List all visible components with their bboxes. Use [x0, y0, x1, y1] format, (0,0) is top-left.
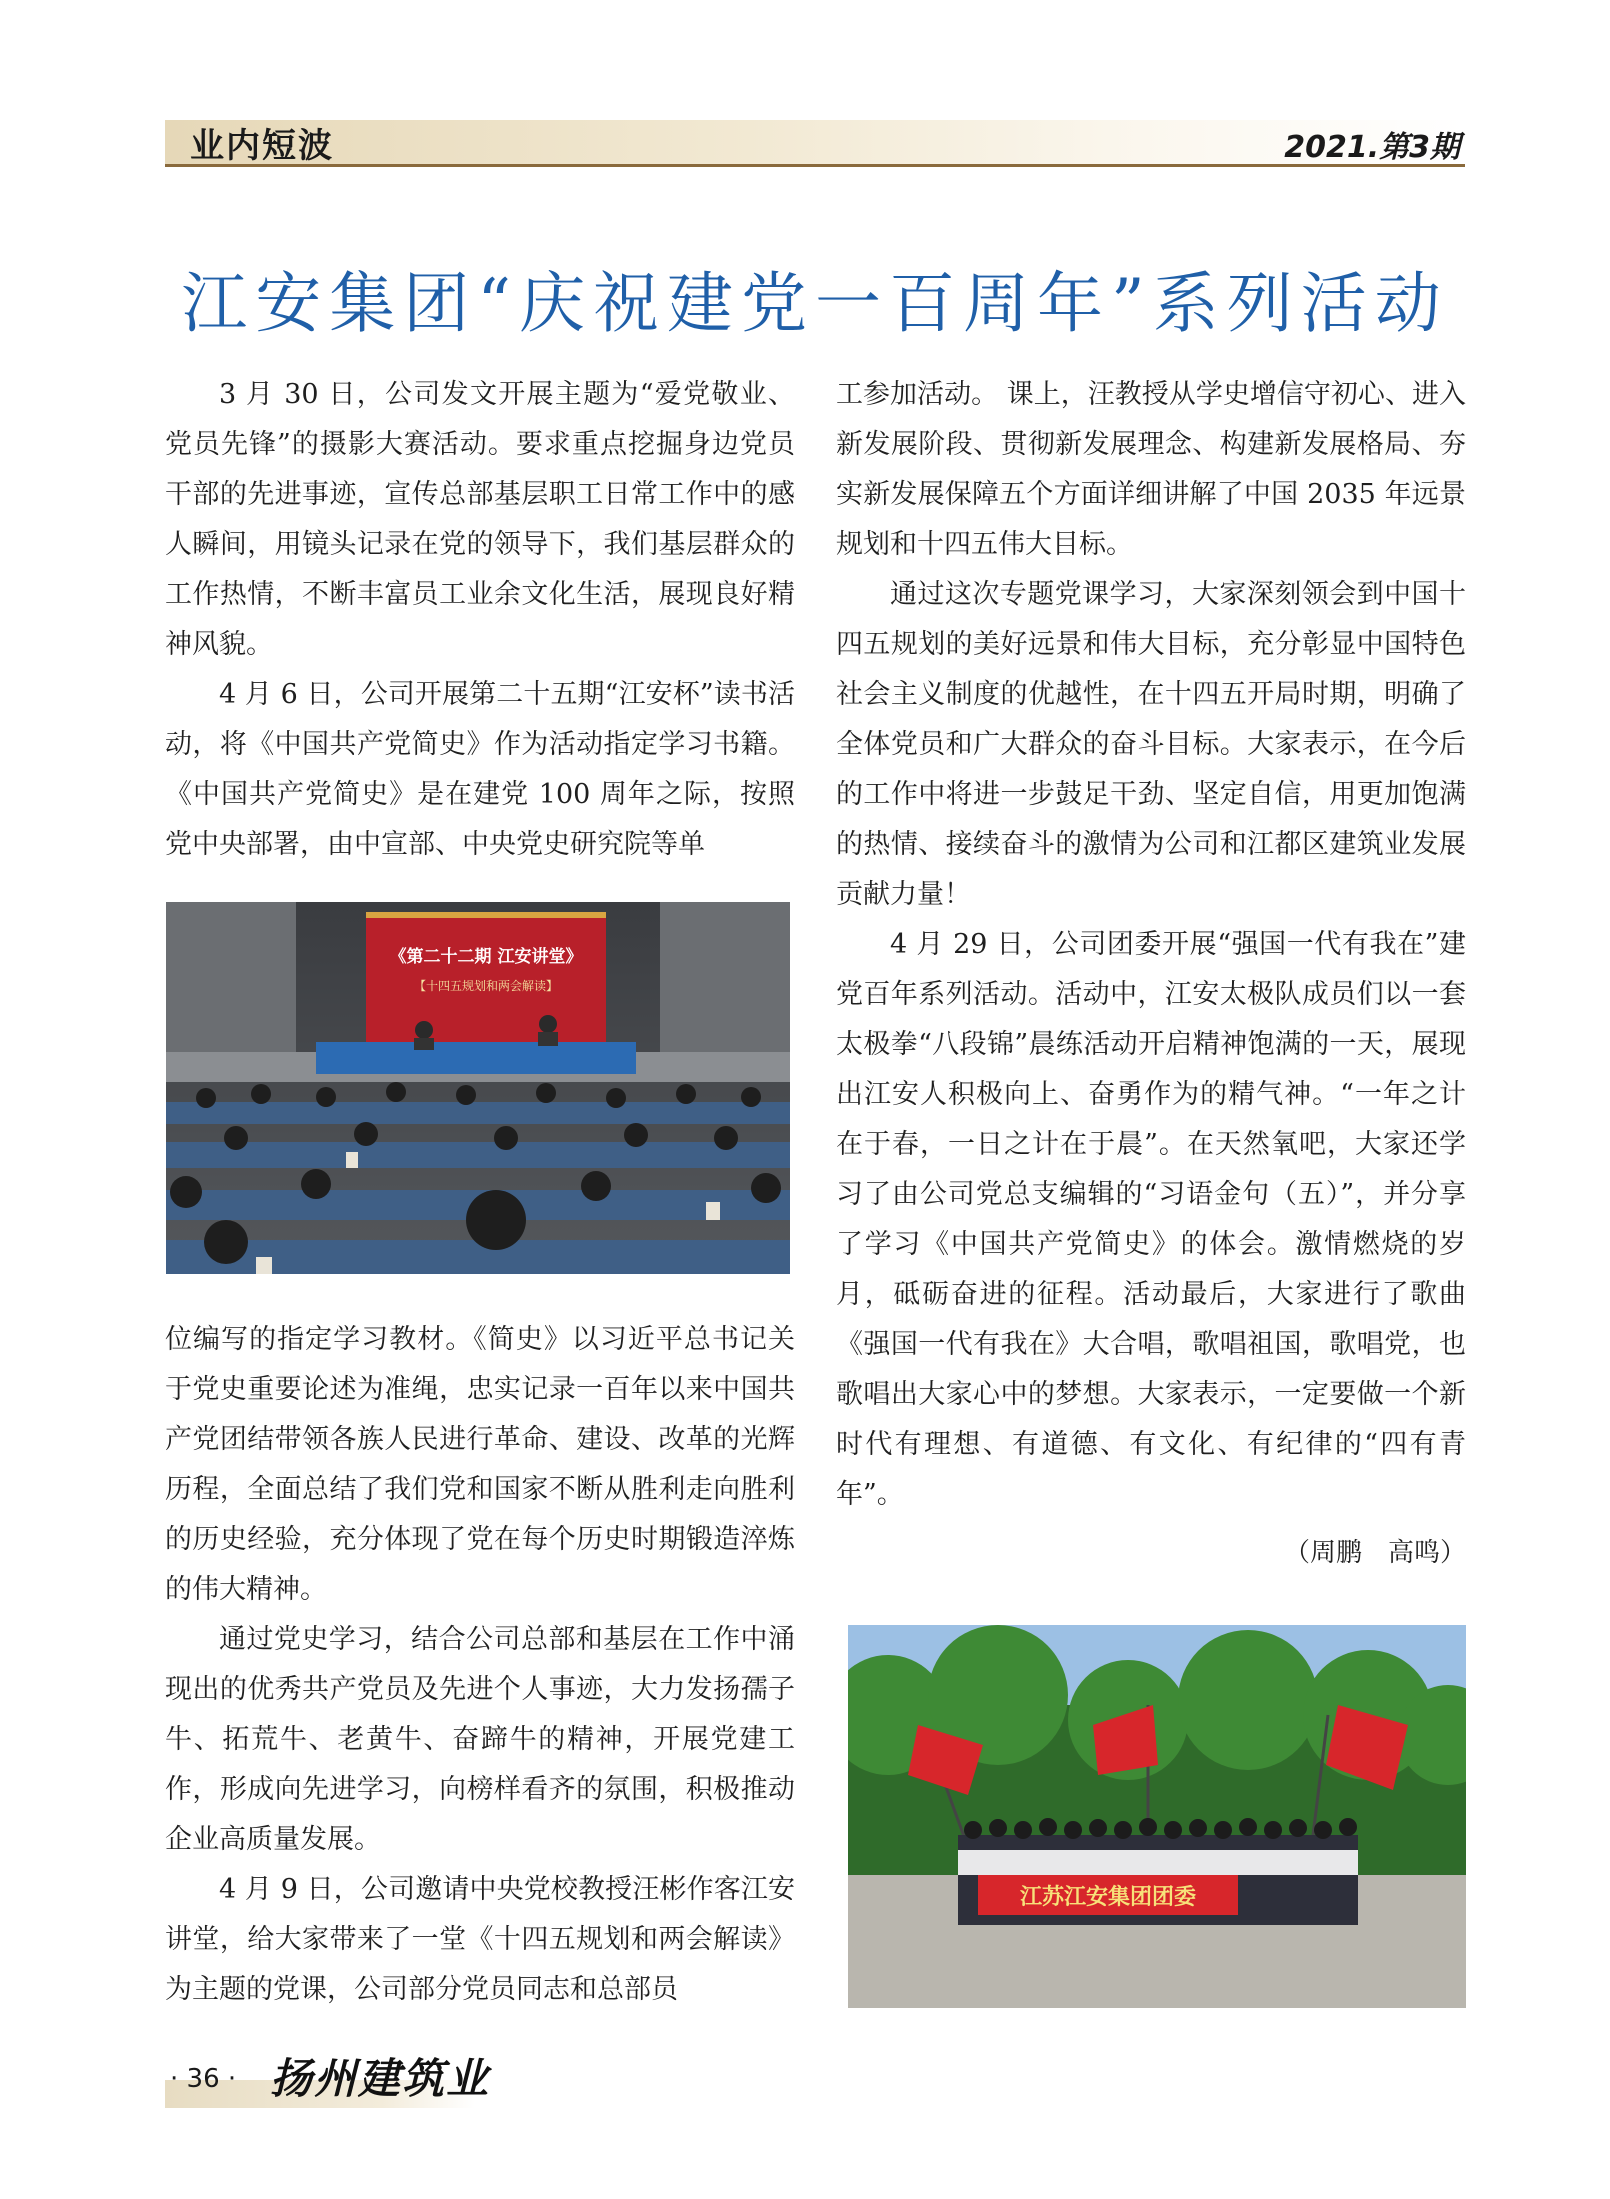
column-right	[836, 370, 1466, 1578]
byline: （周鹏 高鸣）	[1283, 1538, 1466, 1568]
screen-subtitle: 【十四五规划和两会解读】	[413, 979, 559, 993]
group-photo	[848, 1625, 1466, 2008]
issue-label: 2021.第3期	[1284, 130, 1460, 165]
screen-title: 《第二十二期 江安讲堂》	[389, 947, 583, 967]
column-left-bottom	[165, 1315, 795, 2015]
paragraph: 4 月 6 日，公司开展第二十五期“江安杯”读书活动，将《中国共产党简史》作为活动指定学习书籍。《中国共产党简史》是在建党 100 周年之际，按照党中央部署，由中宣部、中央党史研究院等单	[165, 679, 795, 860]
paragraph: 位编写的指定学习教材。《简史》以习近平总书记关于党史重要论述为准绳，忠实记录一百年以来中国共产党团结带领各族人民进行革命、建设、改革的光辉历程，全面总结了我们党和国家不断从胜利走向胜利的历史经验，充分体现了党在每个历史时期锻造淬炼的伟大精神。	[165, 1324, 795, 1605]
section-label: 业内短波	[190, 126, 334, 166]
magazine-logo: 扬州建筑业	[270, 2054, 491, 2103]
lecture-photo	[166, 902, 790, 1274]
paragraph: 4 月 29 日，公司团委开展“强国一代有我在”建党百年系列活动。活动中，江安太极队成员们以一套太极拳“八段锦”晨练活动开启精神饱满的一天，展现出江安人积极向上、奋勇作为的精气神。“一年之计在于春，一日之计在于晨”。在天然氧吧，大家还学习了由公司党总支编辑的“习语金句（五）”，并分享了学习《中国共产党简史》的体会。激情燃烧的岁月，砥砺奋进的征程。活动最后，大家进行了歌曲《强国一代有我在》大合唱，歌唱祖国，歌唱党，也歌唱出大家心中的梦想。大家表示，一定要做一个新时代有理想、有道德、有文化、有纪律的“四有青年”。	[836, 929, 1466, 1510]
header-bar	[165, 120, 1465, 164]
column-left-top	[165, 370, 795, 870]
page-number: · 36 ·	[170, 2064, 237, 2094]
header-rule	[165, 164, 1465, 167]
paragraph: 4 月 9 日，公司邀请中央党校教授汪彬作客江安讲堂，给大家带来了一堂《十四五规划和两会解读》为主题的党课，公司部分党员同志和总部员	[165, 1874, 795, 2005]
group-scene-graphic	[848, 1625, 1466, 2008]
article-title: 江安集团“庆祝建党一百周年”系列活动	[181, 265, 1449, 342]
paragraph: 通过党史学习，结合公司总部和基层在工作中涌现出的优秀共产党员及先进个人事迹，大力发扬孺子牛、拓荒牛、老黄牛、奋蹄牛的精神，开展党建工作，形成向先进学习，向榜样看齐的氛围，积极推动企业高质量发展。	[165, 1624, 795, 1855]
paragraph: 工参加活动。 课上，汪教授从学史增信守初心、进入新发展阶段、贯彻新发展理念、构建新发展格局、夯实新发展保障五个方面详细讲解了中国 2035 年远景规划和十四五伟大目标。	[836, 379, 1466, 560]
lecture-scene-graphic	[166, 902, 790, 1274]
paragraph: 3 月 30 日，公司发文开展主题为“爱党敬业、党员先锋”的摄影大赛活动。要求重点挖掘身边党员干部的先进事迹，宣传总部基层职工日常工作中的感人瞬间，用镜头记录在党的领导下，我们基层群众的工作热情，不断丰富员工业余文化生活，展现良好精神风貌。	[165, 379, 795, 660]
group-banner: 江苏江安集团团委	[1019, 1885, 1197, 1910]
paragraph: 通过这次专题党课学习，大家深刻领会到中国十四五规划的美好远景和伟大目标，充分彰显中国特色社会主义制度的优越性，在十四五开局时期，明确了全体党员和广大群众的奋斗目标。大家表示，在今后的工作中将进一步鼓足干劲、坚定自信，用更加饱满的热情、接续奋斗的激情为公司和江都区建筑业发展贡献力量！	[836, 579, 1466, 910]
